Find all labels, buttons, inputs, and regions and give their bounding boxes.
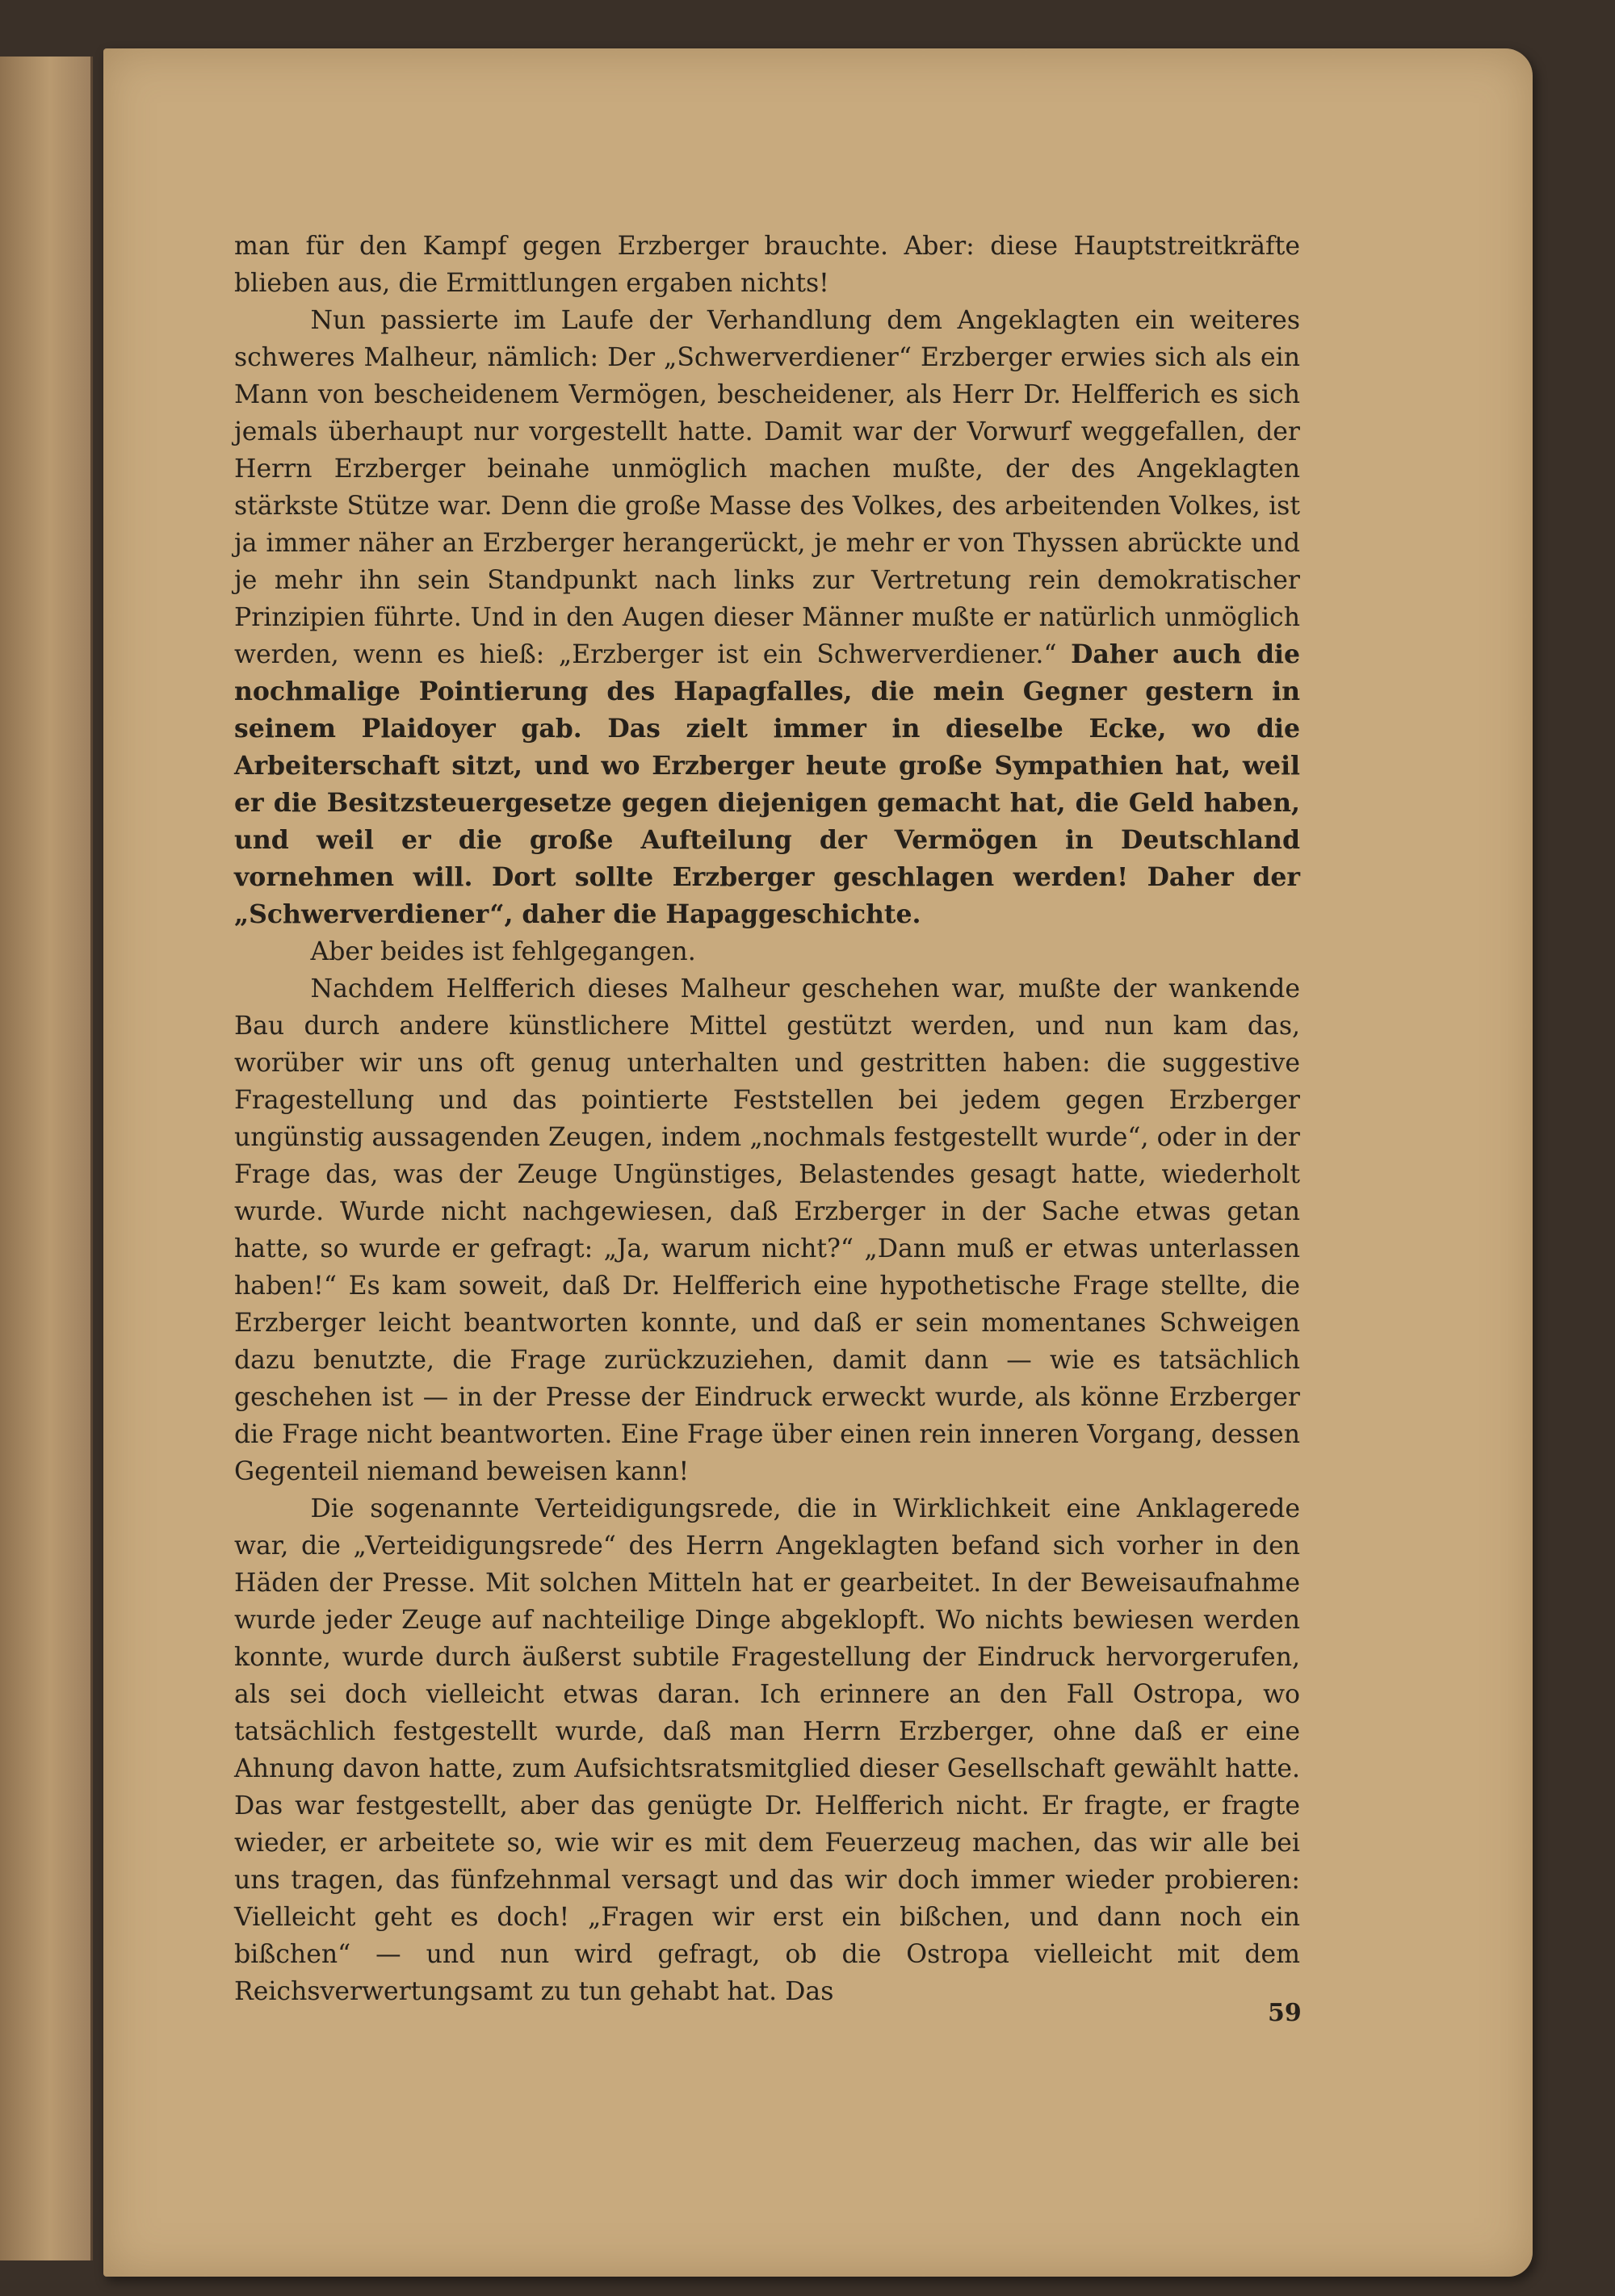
paragraph-5 <box>234 1490 1300 2010</box>
paragraph-3-text: Aber beides ist fehlgegangen. <box>310 937 696 966</box>
body-text <box>234 228 1300 2010</box>
paragraph-1-text: man für den Kampf gegen Erzberger brauchte. Aber: diese Hauptstreitkräfte blieben aus, die Ermittlungen ergaben nichts! <box>234 232 1300 298</box>
paragraph-2-text: Nun passierte im Laufe der Verhandlung dem Angeklagten ein weiteres schweres Malheur, nämlich: Der „Schwerverdiener“ Erzberger erwies sich als ein Mann von bescheidenem Vermögen, bescheidener, als Herr Dr. Helfferich es sich jemals überhaupt nur vorgestellt hatte. Damit war der Vorwurf weggefallen, der Herrn Erzberger beinahe unmöglich machen mußte, der des Angeklagten stärkste Stütze war. Denn die große Masse des Volkes, des arbeitenden Volkes, ist ja immer näher an Erzberger herangerückt, je mehr er von Thyssen abrückte und je mehr ihn sein Standpunkt nach links zur Vertretung rein demokratischer Prinzipien führte. Und in den Augen dieser Männer mußte er natürlich unmöglich werden, wenn es hieß: „Erzberger ist ein Schwerverdiener.“ <box>234 306 1300 669</box>
page-number: 59 <box>1268 1999 1302 2027</box>
paragraph-1 <box>234 228 1300 302</box>
paragraph-2 <box>234 302 1300 933</box>
facing-page-edge <box>0 57 93 2260</box>
paragraph-2-bold-text: Daher auch die nochmalige Pointierung des Hapagfalles, die mein Gegner gestern in seinem Plaidoyer gab. Das zielt immer in dieselbe Ecke, wo die Arbeiterschaft sitzt, und wo Erzberger heute große Sympathien hat, weil er die Besitzsteuergesetze gegen diejenigen gemacht hat, die Geld haben, und weil er die große Aufteilung der Vermögen in Deutschland vornehmen will. Dort sollte Erzberger geschlagen werden! Daher der „Schwerverdiener“, daher die Hapaggeschichte. <box>234 639 1300 929</box>
paragraph-4 <box>234 970 1300 1490</box>
paragraph-5-text: Die sogenannte Verteidigungsrede, die in Wirklichkeit eine Anklagerede war, die „Verteidigungsrede“ des Herrn Angeklagten befand sich vorher in den Häden der Presse. Mit solchen Mitteln hat er gearbeitet. In der Beweisaufnahme wurde jeder Zeuge auf nachteilige Dinge abgeklopft. Wo nichts bewiesen werden konnte, wurde durch äußerst subtile Fragestellung der Eindruck hervorgerufen, als sei doch vielleicht etwas daran. Ich erinnere an den Fall Ostropa, wo tatsächlich festgestellt wurde, daß man Herrn Erzberger, ohne daß er eine Ahnung davon hatte, zum Aufsichtsratsmitglied dieser Gesellschaft gewählt hatte. Das war festgestellt, aber das genügte Dr. Helfferich nicht. Er fragte, er fragte wieder, er arbeitete so, wie wir es mit dem Feuerzeug machen, das wir alle bei uns tragen, das fünfzehnmal versagt und das wir doch immer wieder probieren: Vielleicht geht es doch! „Fragen wir erst ein bißchen, und dann noch ein bißchen“ — und nun wird gefragt, ob die Ostropa vielleicht mit dem Reichsverwertungsamt zu tun gehabt hat. Das <box>234 1494 1300 2006</box>
paragraph-4-text: Nachdem Helfferich dieses Malheur geschehen war, mußte der wankende Bau durch andere künstlichere Mittel gestützt werden, und nun kam das, worüber wir uns oft genug unterhalten und gestritten haben: die suggestive Fragestellung und das pointierte Feststellen bei jedem gegen Erzberger ungünstig aussagenden Zeugen, indem „nochmals festgestellt wurde“, oder in der Frage das, was der Zeuge Ungünstiges, Belastendes gesagt hatte, wiederholt wurde. Wurde nicht nachgewiesen, daß Erzberger in der Sache etwas getan hatte, so wurde er gefragt: „Ja, warum nicht?“ „Dann muß er etwas unterlassen haben!“ Es kam soweit, daß Dr. Helfferich eine hypothetische Frage stellte, die Erzberger leicht beantworten konnte, und daß er sein momentanes Schweigen dazu benutzte, die Frage zurückzuziehen, damit dann — wie es tatsächlich geschehen ist — in der Presse der Eindruck erweckt wurde, als könne Erzberger die Frage nicht beantworten. Eine Frage über einen rein inneren Vorgang, dessen Gegenteil niemand beweisen kann! <box>234 974 1300 1486</box>
paragraph-3 <box>234 933 1300 970</box>
